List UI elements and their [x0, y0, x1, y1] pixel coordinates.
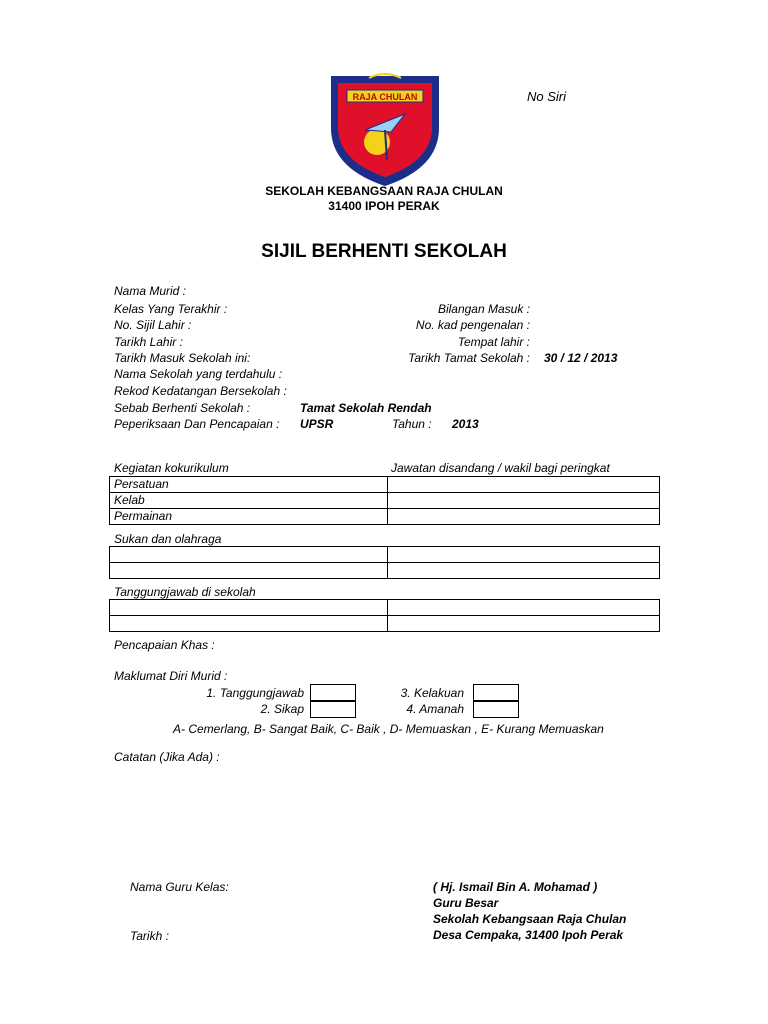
table-cell[interactable]	[110, 563, 388, 579]
school-address: 31400 IPOH PERAK	[328, 199, 440, 213]
sekolah-terdahulu-label: Nama Sekolah yang terdahulu :	[114, 367, 283, 381]
signature-school: Sekolah Kebangsaan Raja Chulan	[433, 912, 627, 926]
logo-banner-text: RAJA CHULAN	[352, 92, 418, 102]
table-row	[110, 477, 660, 493]
tahun-value: 2013	[452, 417, 479, 431]
signature-address: Desa Cempaka, 31400 Ipoh Perak	[433, 928, 624, 942]
jawatan-header: Jawatan disandang / wakil bagi peringkat	[391, 461, 610, 475]
headmaster-name: ( Hj. Ismail Bin A. Mohamad )	[433, 880, 598, 894]
row-kelab-value[interactable]	[388, 493, 660, 509]
table-cell[interactable]	[110, 600, 388, 616]
table-row	[110, 563, 660, 579]
tanggungjawab-header: Tanggungjawab di sekolah	[114, 585, 256, 599]
table-row	[110, 493, 660, 509]
sikap-rating-label: 2. Sikap	[260, 702, 304, 716]
tahun-label: Tahun :	[392, 417, 432, 431]
row-persatuan-value[interactable]	[388, 477, 660, 493]
school-name: SEKOLAH KEBANGSAAN RAJA CHULAN	[265, 184, 503, 198]
table-cell[interactable]	[388, 616, 660, 632]
table-cell[interactable]	[388, 563, 660, 579]
table-cell[interactable]	[110, 547, 388, 563]
bilangan-masuk-label: Bilangan Masuk :	[437, 302, 530, 316]
table-row	[110, 616, 660, 632]
amanah-rating-box[interactable]	[473, 700, 519, 718]
row-permainan-value[interactable]	[388, 509, 660, 525]
headmaster-position: Guru Besar	[433, 896, 499, 910]
row-kelab: Kelab	[110, 493, 388, 509]
tanggungjawab-rating-label: 1. Tanggungjawab	[206, 686, 304, 700]
maklumat-header: Maklumat Diri Murid :	[114, 669, 228, 683]
pencapaian-khas-label: Pencapaian Khas :	[114, 638, 215, 652]
row-permainan: Permainan	[110, 509, 388, 525]
row-persatuan: Persatuan	[110, 477, 388, 493]
tarikh-tamat-value: 30 / 12 / 2013	[544, 351, 618, 365]
kelakuan-rating-label: 3. Kelakuan	[400, 686, 464, 700]
tarikh-masuk-label: Tarikh Masuk Sekolah ini:	[114, 351, 251, 365]
table-row	[110, 600, 660, 616]
peperiksaan-value: UPSR	[300, 417, 334, 431]
kokurikulum-header: Kegiatan kokurikulum	[114, 461, 229, 475]
guru-kelas-label: Nama Guru Kelas:	[130, 880, 229, 894]
school-crest-logo	[325, 70, 445, 190]
kokurikulum-table	[109, 476, 660, 525]
peperiksaan-label: Peperiksaan Dan Pencapaian :	[114, 417, 280, 431]
tempat-lahir-label: Tempat lahir :	[457, 335, 530, 349]
kad-pengenalan-label: No. kad pengenalan :	[415, 318, 530, 332]
table-row	[110, 547, 660, 563]
sebab-berhenti-label: Sebab Berhenti Sekolah :	[114, 401, 251, 415]
sebab-berhenti-value: Tamat Sekolah Rendah	[300, 401, 432, 415]
catatan-label: Catatan (Jika Ada) :	[114, 750, 220, 764]
tanggungjawab-table	[109, 599, 660, 632]
sikap-rating-box[interactable]	[310, 700, 356, 718]
page-title: SIJIL BERHENTI SEKOLAH	[261, 241, 507, 262]
table-cell[interactable]	[110, 616, 388, 632]
amanah-rating-label: 4. Amanah	[406, 702, 464, 716]
tarikh-label: Tarikh :	[130, 929, 169, 943]
nama-murid-label: Nama Murid :	[114, 284, 187, 298]
tarikh-tamat-label: Tarikh Tamat Sekolah :	[408, 351, 530, 365]
no-siri-label: No Siri	[527, 89, 567, 104]
rating-legend: A- Cemerlang, B- Sangat Baik, C- Baik , D- Memuaskan , E- Kurang Memuaskan	[173, 722, 604, 736]
table-cell[interactable]	[388, 547, 660, 563]
tarikh-lahir-label: Tarikh Lahir :	[114, 335, 183, 349]
rekod-kedatangan-label: Rekod Kedatangan Bersekolah :	[114, 384, 287, 398]
sukan-table	[109, 546, 660, 579]
sukan-header: Sukan dan olahraga	[114, 532, 222, 546]
sijil-lahir-label: No. Sijil Lahir :	[114, 318, 192, 332]
table-row	[110, 509, 660, 525]
table-cell[interactable]	[388, 600, 660, 616]
kelas-label: Kelas Yang Terakhir :	[114, 302, 228, 316]
